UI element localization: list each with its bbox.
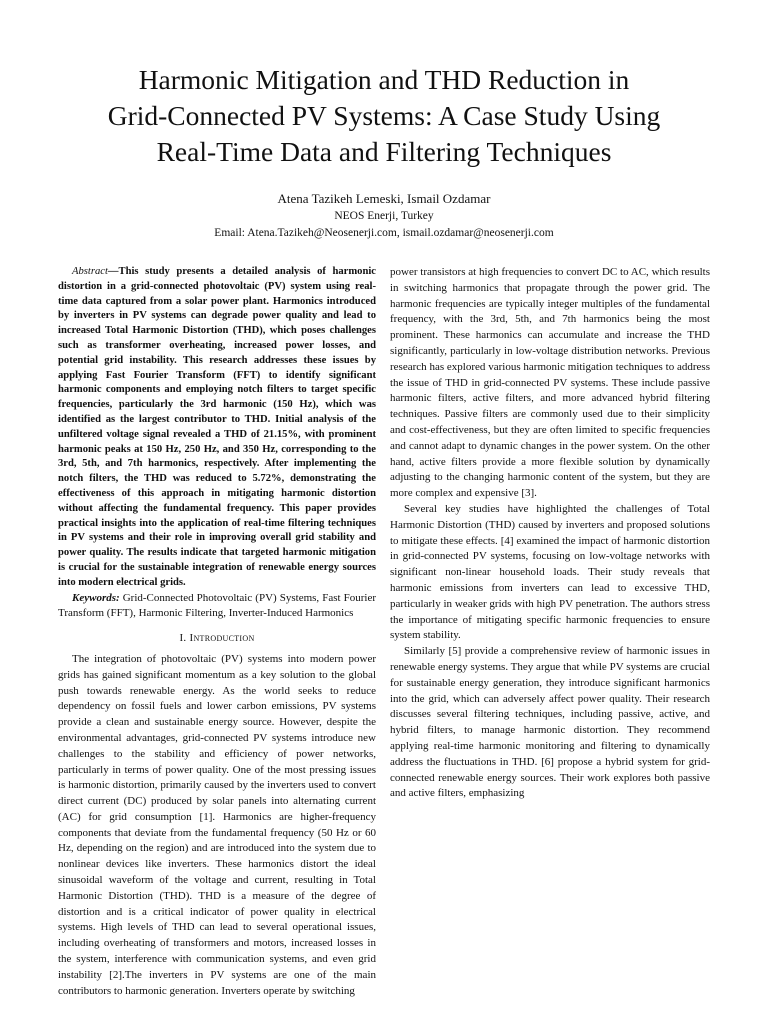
intro-paragraph-1 <box>58 652 376 1000</box>
intro-paragraph-1-continued: power transistors at high frequencies to convert DC to AC, which results in switching harmonics that propagate through the power grid. The harmonic frequencies are typically integer multiples of the fundamental frequency, with the 3rd, 5th, and 7th harmonics being the most prominent. These harmonics can accumulate and increase the THD significantly, particularly in low-voltage distribution networks. Previous research has explored various harmonic mitigation techniques to address the issue of THD in grid-connected PV systems. These include passive harmonic filters, active filters, and more advanced hybrid filtering techniques. Passive filters are commonly used due to their simplicity and cost-effectiveness, but they are often limited to specific frequencies and cannot adapt to dynamic changes in the power system. On the other hand, active filters provide a more flexible solution by dynamically adjusting to the changing harmonic content of the system, but they are more complex and expensive [3]. <box>390 266 710 500</box>
abstract-text: —This study presents a detailed analysis of harmonic distortion in a grid-connected photovoltaic (PV) system using real-time data captured from a solar power plant. Harmonics introduced by inverters in PV systems can degrade power quality and lead to increased Total Harmonic Distortion (THD), which poses challenges such as transformer overheating, increased power losses, and potential grid instability. This research addresses these issues by applying Fast Fourier Transform (FFT) to identify significant harmonic components and employing notch filters to target specific frequencies, particularly the 3rd harmonic (150 Hz), which was identified as the largest contributor to THD. Initial analysis of the unfiltered voltage signal revealed a THD of 21.15%, with prominent harmonic peaks at 150 Hz, 250 Hz, and 350 Hz, corresponding to the 3rd, 5th, and 7th harmonics, respectively. After implementing the notch filters, the THD was reduced to 5.72%, demonstrating the effectiveness of this approach in mitigating harmonic distortion without affecting the fundamental frequency. This paper provides practical insights into the application of real-time filtering techniques in PV systems and their role in improving overall grid stability and power quality. The results indicate that targeted harmonic mitigation is crucial for the sustainable integration of renewable energy sources into modern electrical grids. <box>58 266 376 588</box>
title-line: Harmonic Mitigation and THD Reduction in <box>138 64 630 95</box>
title-line: Real-Time Data and Filtering Techniques <box>156 136 612 167</box>
abstract <box>58 265 376 591</box>
title-line: Grid-Connected PV Systems: A Case Study Using <box>107 100 661 131</box>
affiliation: NEOS Enerji, Turkey <box>334 210 434 222</box>
right-column <box>390 265 710 802</box>
left-column <box>58 265 376 999</box>
section-heading-introduction: I. Introduction <box>179 632 255 645</box>
author-emails: Email: Atena.Tazikeh@Neosenerji.com, ismail.ozdamar@neosenerji.com <box>214 227 554 239</box>
keywords-label: Keywords: <box>72 591 120 604</box>
intro-paragraph-1-text: The integration of photovoltaic (PV) systems into modern power grids has gained significant momentum as a key solution to the global push towards renewable energy. As the world seeks to reduce dependency on fossil fuels and lower carbon emissions, PV systems provide a clean and sustainable energy source. However, despite the environmental advantages, grid-connected PV systems introduce new challenges to the stability and efficiency of power networks, particularly in terms of power quality. One of the most pressing issues is harmonic distortion, primarily caused by the inverters used to convert direct current (DC) produced by solar panels into alternating current (AC) for grid consumption [1]. Harmonics are higher-frequency components that deviate from the fundamental frequency (50 Hz or 60 Hz, depending on the region) and are introduced into the system due to nonlinear devices like inverters. These harmonics distort the ideal sinusoidal waveform of the voltage and current, resulting in Total Harmonic Distortion (THD). THD is a measure of the degree of distortion and is a critical indicator of power quality in electrical systems. High levels of THD can lead to several operational issues, including overheating of transformers and motors, increased losses in the system, interference with communication systems, and even grid instability [2].The inverters in PV systems are one of the main contributors to harmonic generation. Inverters operate by switching <box>58 652 376 997</box>
intro-paragraph-2: Several key studies have highlighted the challenges of Total Harmonic Distortion (THD) caused by inverters and proposed solutions to mitigate these effects. [4] examined the impact of harmonic distortion in grid-connected PV systems, focusing on low-voltage networks with significant non-linear household loads. Their study reveals that harmonic emissions from inverters can lead to excessive THD, particularly in weaker grids with high PV penetration. The authors stress the importance of mitigating specific harmonic frequencies to ensure system stability. <box>390 502 710 642</box>
paper-title <box>40 62 728 170</box>
intro-paragraph-3: Similarly [5] provide a comprehensive review of harmonic issues in renewable energy systems. They argue that while PV systems are crucial for sustainable energy generation, they introduce significant harmonics into the grid, which can adversely affect power quality. Their research discusses several filtering techniques, including passive, active, and hybrid filters, to manage harmonic distortion. They recommend applying real-time harmonic monitoring and filtering to dynamically address the fluctuations in THD. [6] propose a hybrid system for grid-connected renewable energy sources. Their work explores both passive and active filters, emphasizing <box>390 645 710 800</box>
abstract-label: Abstract <box>72 266 108 277</box>
keywords <box>58 591 376 623</box>
keywords-text: Grid-Connected Photovoltaic (PV) Systems, Fast Fourier Transform (FFT), Harmonic Filtering, Inverter-Induced Harmonics <box>58 591 376 620</box>
authors: Atena Tazikeh Lemeski, Ismail Ozdamar <box>277 191 491 206</box>
